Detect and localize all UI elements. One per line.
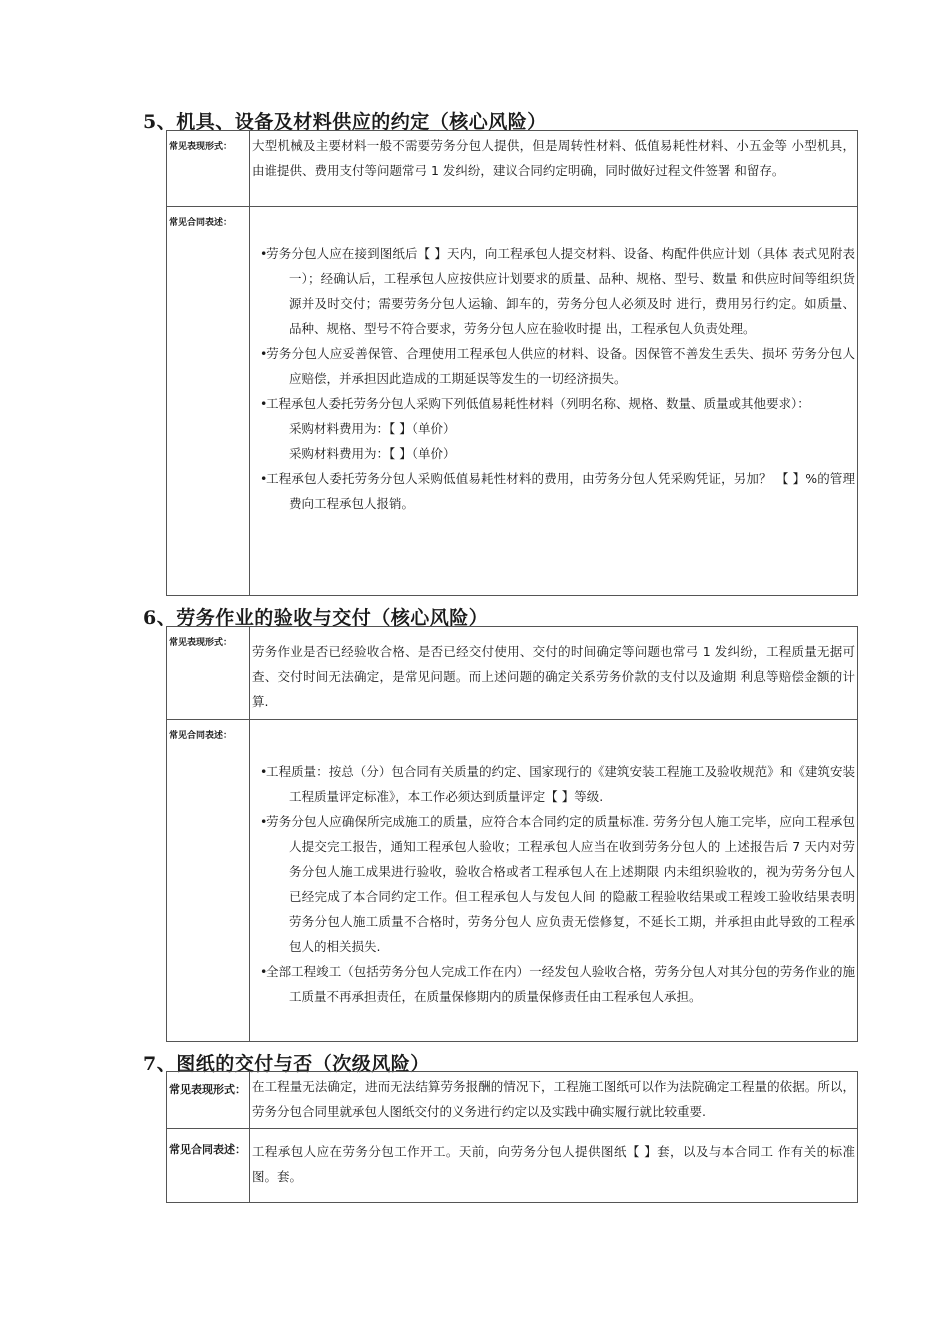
- list-item-text: 劳务分包人应确保所完成施工的质量，应符合本合同约定的质量标准. 劳务分包人施工完毕，应向工程承包人提交完工报告，通知工程承包人验收；工程承包人应当在收到劳务分包人的 上述报告后 7 天内对劳务分包人施工成果进行验收，验收合格或者工程承包人在上述期限 内未组织验收的，视为劳务分包人已经完成了本合同约定工作。但工程承包人与发包人间 的隐蔽工程验收结果或工程竣工验收结果表明劳务分包人施工质量不合格时，劳务分包人 应负责无偿修复，不延长工期，并承担由此导致的工程承包人的相关损失.: [266, 814, 855, 954]
- section-7-table: [166, 1071, 858, 1203]
- bullet-mark: •: [260, 396, 268, 411]
- bullet-mark: •: [260, 814, 268, 829]
- clause-label: 常见合同表述：: [169, 731, 233, 741]
- sub-line: 采购材料费用为：【 】（单价）: [289, 446, 456, 461]
- sub-line: 采购材料费用为：【 】（单价）: [289, 421, 456, 436]
- list-item-text: 工程承包人委托劳务分包人采购下列低值易耗性材料（列明名称、规格、数量、质量或其他要求）：: [266, 396, 810, 411]
- clause-list: [250, 759, 857, 1009]
- form-row: [167, 627, 858, 720]
- clause-row: [167, 207, 858, 596]
- list-item-text: 工程承包人委托劳务分包人采购低值易耗性材料的费用，由劳务分包人凭采购凭证，另加？ 【 】%的管理费向工程承包人报销。: [266, 471, 855, 511]
- form-label: 常见表现形式：: [169, 638, 233, 648]
- list-item-text: 劳务分包人应妥善保管、合理使用工程承包人供应的材料、设备。因保管不善发生丢失、损坏 劳务分包人应赔偿，并承担因此造成的工期延误等发生的一切经济损失。: [266, 346, 855, 386]
- bullet-mark: •: [260, 246, 268, 261]
- clause-label: 常见合同表述：: [169, 1143, 246, 1156]
- section-5-table: [166, 130, 858, 596]
- form-text: 劳务作业是否已经验收合格、是否已经交付使用、交付的时间确定等问题也常弓 1 发纠纷，工程质量无据可查、交付时间无法确定，是常见问题。而上述问题的确定关系劳务价款的支付以及逾期 利息等赔偿金额的计算.: [252, 644, 855, 709]
- list-item: [260, 391, 855, 416]
- list-item: [260, 241, 855, 341]
- form-label: 常见表现形式：: [169, 142, 233, 152]
- bullet-mark: •: [260, 346, 268, 361]
- bullet-mark: •: [260, 964, 268, 979]
- list-item: [260, 809, 855, 959]
- section-6-table: [166, 626, 858, 1042]
- clause-label: 常见合同表述：: [169, 218, 233, 228]
- section-7-title: 7、图纸的交付与否（次级风险）: [143, 1053, 430, 1075]
- form-text: 大型机械及主要材料一般不需要劳务分包人提供，但是周转性材料、低值易耗性材料、小五金等 小型机具，由谁提供、费用支付等问题常弓 1 发纠纷，建议合同约定明确，同时做好过程文件签署 和留存。: [252, 138, 855, 178]
- clause-list: [250, 466, 857, 516]
- list-item: [260, 759, 855, 809]
- bullet-mark: •: [260, 764, 268, 779]
- list-item: [260, 341, 855, 391]
- clause-row: [167, 720, 858, 1042]
- section-5-title: 5、机具、设备及材料供应的约定（核心风险）: [143, 111, 547, 133]
- list-item-text: 劳务分包人应在接到图纸后【 】天内，向工程承包人提交材料、设备、构配件供应计划（具体 表式见附表一）；经确认后，工程承包人应按供应计划要求的质量、品种、规格、型号、数量 和供应时间等组织货源并及时交付；需要劳务分包人运输、卸车的，劳务分包人必须及时 进行，费用另行约定。如质量、品种、规格、型号不符合要求，劳务分包人应在验收时提 出，工程承包人负责处理。: [266, 246, 855, 336]
- form-row: [167, 1072, 858, 1129]
- list-item: [260, 466, 855, 516]
- section-6-title: 6、劳务作业的验收与交付（核心风险）: [143, 607, 489, 629]
- list-item: [260, 959, 855, 1009]
- form-text: 在工程量无法确定，进而无法结算劳务报酬的情况下，工程施工图纸可以作为法院确定工程量的依据。所以，劳务分包合同里就承包人图纸交付的义务进行约定以及实践中确实履行就比较重要.: [252, 1079, 855, 1119]
- list-item-text: 全部工程竣工（包括劳务分包人完成工作在内）一经发包人验收合格，劳务分包人对其分包的劳务作业的施工质量不再承担责任，在质量保修期内的质量保修责任由工程承包人承担。: [266, 964, 855, 1004]
- clause-text: 工程承包人应在劳务分包工作开工。天前，向劳务分包人提供图纸【 】套，以及与本合同工 作有关的标准图。套。: [252, 1144, 855, 1184]
- form-row: [167, 131, 858, 207]
- clause-row: [167, 1129, 858, 1203]
- bullet-mark: •: [260, 471, 268, 486]
- form-label: 常见表现形式：: [169, 1083, 246, 1096]
- list-item-text: 工程质量：按总（分）包合同有关质量的约定、国家现行的《建筑安装工程施工及验收规范》和《建筑安装工程质量评定标准》，本工作必须达到质量评定【 】等级.: [266, 764, 855, 804]
- clause-list: [250, 241, 857, 416]
